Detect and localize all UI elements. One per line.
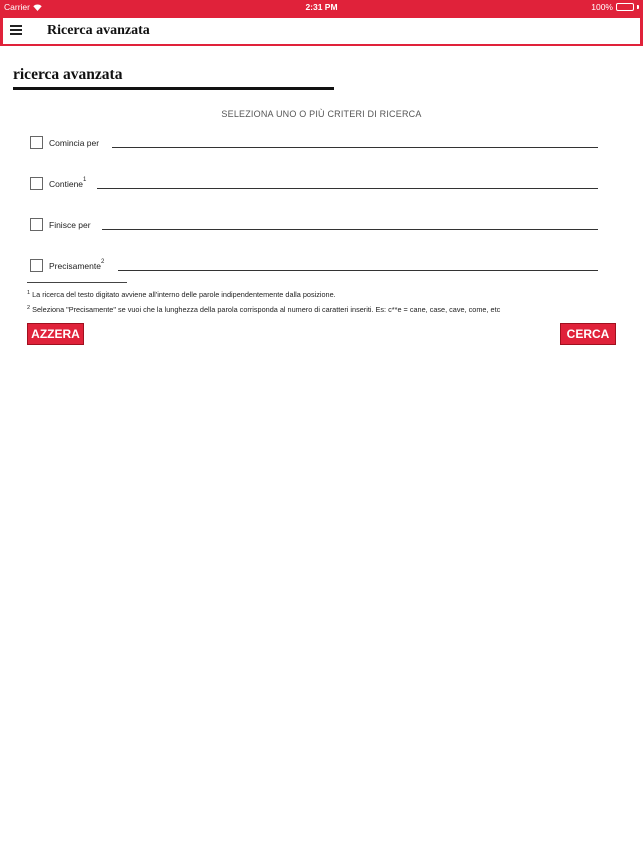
battery-percent: 100% xyxy=(591,2,613,12)
page-title: ricerca avanzata xyxy=(13,66,123,83)
contains-input[interactable] xyxy=(97,177,598,189)
carrier-label: Carrier xyxy=(4,2,30,12)
criteria-instructions: SELEZIONA UNO O PIÙ CRITERI DI RICERCA xyxy=(221,109,422,119)
battery-icon xyxy=(616,3,634,11)
reset-button[interactable]: AZZERA xyxy=(27,323,84,345)
status-time: 2:31 PM xyxy=(305,2,338,12)
battery-indicator xyxy=(591,2,639,12)
starts-with-checkbox[interactable] xyxy=(30,136,43,149)
starts-with-input[interactable] xyxy=(112,136,598,148)
ends-with-label: Finisce per xyxy=(49,220,91,230)
battery-cap xyxy=(637,5,639,9)
criterion-row-starts-with xyxy=(30,136,598,152)
hamburger-menu-icon[interactable] xyxy=(10,25,22,35)
nav-bar xyxy=(0,16,643,46)
footnote-2: $^2$ Seleziona "Precisamente" se vuoi che la lunghezza della parola corrisponda al numero di caratteri inseriti. Es: c**e = cane, case, cave, come, etc xyxy=(27,305,501,314)
contains-footnote-ref: 1 xyxy=(83,177,87,183)
nav-bar-inner xyxy=(3,18,640,44)
search-button[interactable]: CERCA xyxy=(560,323,616,345)
nav-title: Ricerca avanzata xyxy=(47,23,150,38)
criterion-row-ends-with xyxy=(30,218,598,234)
footnote-divider xyxy=(27,282,127,283)
exact-checkbox[interactable] xyxy=(30,259,43,272)
exact-label: Precisamente$^2$ xyxy=(49,259,105,271)
ends-with-input[interactable] xyxy=(102,218,598,230)
contains-checkbox[interactable] xyxy=(30,177,43,190)
title-underline xyxy=(13,87,334,90)
criterion-row-contains xyxy=(30,177,598,193)
starts-with-label: Comincia per xyxy=(49,138,100,148)
status-bar xyxy=(0,0,643,16)
exact-input[interactable] xyxy=(118,259,598,271)
criterion-row-exact xyxy=(30,259,598,275)
footnote-1: $^1$ La ricerca del testo digitato avviene all'interno delle parole indipendentemente dalla posizione. xyxy=(27,290,336,299)
exact-footnote-ref: 2 xyxy=(100,259,105,265)
contains-label: Contiene$^1$ xyxy=(49,177,87,189)
ends-with-checkbox[interactable] xyxy=(30,218,43,231)
